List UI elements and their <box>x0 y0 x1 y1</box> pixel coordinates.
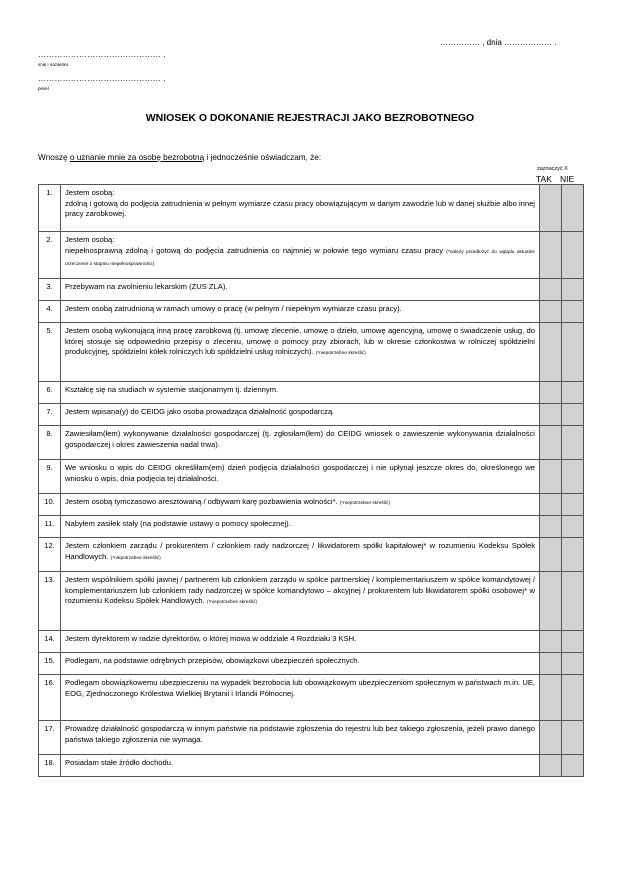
declarations-table <box>38 184 584 777</box>
no-checkbox-cell[interactable] <box>562 755 584 777</box>
declaration-text-cell <box>61 185 540 232</box>
row-number: 4. <box>39 301 61 323</box>
declaration-row <box>39 301 584 323</box>
mark-hint: zaznaczyć X <box>537 166 568 172</box>
pesel-caption: pesel <box>38 86 49 91</box>
declaration-row <box>39 494 584 516</box>
yes-checkbox-cell[interactable] <box>540 538 562 572</box>
yes-checkbox-cell[interactable] <box>540 460 562 494</box>
row-number: 7. <box>39 404 61 426</box>
no-checkbox-cell[interactable] <box>562 653 584 675</box>
yes-column-header: TAK <box>536 174 552 184</box>
row-number: 9. <box>39 460 61 494</box>
declaration-text-cell <box>61 572 540 631</box>
row-number: 8. <box>39 426 61 460</box>
no-checkbox-cell[interactable] <box>562 631 584 653</box>
row-number: 15. <box>39 653 61 675</box>
declaration-text-cell <box>61 494 540 516</box>
declaration-text: Jestem osobą: <box>65 235 115 244</box>
no-checkbox-cell[interactable] <box>562 460 584 494</box>
declaration-text: Zawiesiłam(łem) wykonywanie działalności gospodarczej (tj. zgłosiłam(łem) do CEIDG wniosek o zawieszenie wykonywania działalności gospodarczej i okres zawieszenia nadal trwa). <box>65 429 535 449</box>
declaration-text: Jestem osobą wykonującą inną pracę zarobkową (tj. umowę zlecenie, umowę o dzieło, umowę agencyjną, umowę o świadczenie usług, do której stosuje się odpowiednio przepisy o zleceniu, umowę o pomocy przy zbiorach, lub w okresie członkostwa w rolniczej spółdzielni produkcyjnej, spółdzielni kółek rolniczych lub spółdzielni usług rolniczych). <box>65 326 535 357</box>
declaration-row <box>39 631 584 653</box>
no-checkbox-cell[interactable] <box>562 721 584 755</box>
declaration-row <box>39 232 584 279</box>
yes-checkbox-cell[interactable] <box>540 653 562 675</box>
declaration-text-cell <box>61 382 540 404</box>
declarations-body <box>39 185 584 777</box>
row-number: 13. <box>39 572 61 631</box>
declaration-note: (*niepotrzebne skreślić) <box>206 600 257 606</box>
name-field[interactable]: ……………………………………… . <box>38 50 166 59</box>
declaration-text: Jestem członkiem zarządu / prokurentem / członkiem rady nadzorczej / likwidatorem spółki kapitałowej* w rozumieniu Kodeksu Spółek Handlowych. <box>65 541 535 561</box>
declaration-note: (*należy przedłożyć do wglądu aktualne orzeczenie o stopniu niepełnosprawności). <box>65 249 535 268</box>
row-number: 10. <box>39 494 61 516</box>
no-checkbox-cell[interactable] <box>562 301 584 323</box>
no-checkbox-cell[interactable] <box>562 382 584 404</box>
declaration-text: Podlegam obowiązkowemu ubezpieczeniu na wypadek bezrobocia lub obowiązkowym ubezpieczeniom społecznym w państwach m.in. UE, EOG, Zjednoczonego Królestwa Wielkiej Brytanii i Irlandii Północnej. <box>65 678 535 698</box>
place-date-line[interactable]: …………… , dnia ……………… . <box>440 38 557 47</box>
intro-before: Wnoszę <box>38 153 70 162</box>
yes-checkbox-cell[interactable] <box>540 516 562 538</box>
declaration-text: We wniosku o wpis do CEIDG określiłam(em) dzień podjęcia działalności gospodarczej i nie upłynął jeszcze okres do, określonego we wniosku o wpis, dnia podjęcia tej działalności. <box>65 463 535 483</box>
declaration-text-cell <box>61 232 540 279</box>
declaration-row <box>39 279 584 301</box>
yes-checkbox-cell[interactable] <box>540 404 562 426</box>
declaration-text-cell <box>61 721 540 755</box>
yes-checkbox-cell[interactable] <box>540 721 562 755</box>
declaration-text-cell <box>61 653 540 675</box>
row-number: 17. <box>39 721 61 755</box>
intro-text <box>38 153 321 162</box>
declaration-row <box>39 460 584 494</box>
declaration-row <box>39 323 584 382</box>
yes-checkbox-cell[interactable] <box>540 232 562 279</box>
no-column-header: NIE <box>560 174 575 184</box>
row-number: 1. <box>39 185 61 232</box>
declaration-text: Kształcę się na studiach w systemie stacjonarnym tj. dziennym. <box>65 385 279 394</box>
no-checkbox-cell[interactable] <box>562 494 584 516</box>
declaration-row <box>39 572 584 631</box>
declaration-row <box>39 516 584 538</box>
declaration-text: Jestem wpisana(y) do CEIDG jako osoba prowadząca działalność gospodarczą. <box>65 407 335 416</box>
intro-after: i jednocześnie oświadczam, że: <box>204 153 322 162</box>
declaration-text: niepełnosprawną zdolną i gotową do podjęcia zatrudnienia co najmniej w połowie tego wymiaru czasu pracy <box>65 245 444 255</box>
row-number: 14. <box>39 631 61 653</box>
declaration-row <box>39 185 584 232</box>
yes-checkbox-cell[interactable] <box>540 631 562 653</box>
declaration-text: Posiadam stałe źródło dochodu. <box>65 758 174 767</box>
no-checkbox-cell[interactable] <box>562 572 584 631</box>
declaration-text: Jestem osobą zatrudnioną w ramach umowy o pracę (w pełnym / niepełnym wymiarze czasu pracy). <box>65 304 402 313</box>
declaration-row <box>39 538 584 572</box>
declaration-text-cell <box>61 460 540 494</box>
declaration-text: Nabyłem zasiłek stały (na podstawie ustawy o pomocy społecznej). <box>65 519 291 528</box>
declaration-text: zdolną i gotową do podjęcia zatrudnienia w pełnym wymiarze czasu pracy obowiązującym w danym zawodzie lub w danej służbie albo innej pracy zarobkowej. <box>65 198 535 219</box>
yes-checkbox-cell[interactable] <box>540 382 562 404</box>
yes-checkbox-cell[interactable] <box>540 323 562 382</box>
row-number: 18. <box>39 755 61 777</box>
declaration-row <box>39 653 584 675</box>
row-number: 2. <box>39 232 61 279</box>
yes-checkbox-cell[interactable] <box>540 494 562 516</box>
declaration-text: Przebywam na zwolnieniu lekarskim (ZUS ZLA). <box>65 282 228 291</box>
declaration-text-cell <box>61 404 540 426</box>
declaration-text-cell <box>61 516 540 538</box>
document-title: WNIOSEK O DOKONANIE REJESTRACJI JAKO BEZROBOTNEGO <box>145 112 475 124</box>
no-checkbox-cell[interactable] <box>562 538 584 572</box>
no-checkbox-cell[interactable] <box>562 404 584 426</box>
yes-checkbox-cell[interactable] <box>540 426 562 460</box>
row-number: 3. <box>39 279 61 301</box>
row-number: 16. <box>39 675 61 721</box>
declaration-text: Podlegam, na podstawie odrębnych przepisów, obowiązkowi ubezpieczeń społecznych. <box>65 656 360 665</box>
row-number: 5. <box>39 323 61 382</box>
declaration-note: (*niepotrzebne skreślić) <box>315 351 366 357</box>
no-checkbox-cell[interactable] <box>562 323 584 382</box>
yes-checkbox-cell[interactable] <box>540 185 562 232</box>
row-number: 6. <box>39 382 61 404</box>
declaration-text-cell <box>61 279 540 301</box>
no-checkbox-cell[interactable] <box>562 675 584 721</box>
yes-checkbox-cell[interactable] <box>540 675 562 721</box>
declaration-text: Jestem osobą: <box>65 188 115 197</box>
declaration-row <box>39 404 584 426</box>
no-checkbox-cell[interactable] <box>562 279 584 301</box>
no-checkbox-cell[interactable] <box>562 232 584 279</box>
declaration-text-cell <box>61 426 540 460</box>
yes-checkbox-cell[interactable] <box>540 301 562 323</box>
declaration-note: (*niepotrzebne skreślić) <box>339 501 390 506</box>
declaration-text: Jestem dyrektorem w radzie dyrektorów, o której mowa w oddziale 4 Rozdziału 3 KSH. <box>65 634 357 643</box>
declaration-row <box>39 426 584 460</box>
declaration-text: Jestem wspólnikiem spółki jawnej / partnerem lub członkiem zarządu w spółce partnerskiej / komplementariuszem w spółce komandytowej / komplementariuszem lub członkiem rady nadzorczej w spółce komandytowo – akcyjnej / prokurentem lub likwidatorem spółki osobowej* w rozumieniu Kodeksu Spółek Handlowych. <box>65 575 535 606</box>
yes-checkbox-cell[interactable] <box>540 755 562 777</box>
declaration-text-cell <box>61 755 540 777</box>
yes-checkbox-cell[interactable] <box>540 279 562 301</box>
no-checkbox-cell[interactable] <box>562 516 584 538</box>
pesel-field[interactable]: ……………………………………… . <box>38 74 166 83</box>
no-checkbox-cell[interactable] <box>562 426 584 460</box>
declaration-note: (*niepotrzebne skreślić) <box>110 555 161 561</box>
yes-checkbox-cell[interactable] <box>540 572 562 631</box>
declaration-text: Jestem osobą tymczasowo aresztowaną / odbywam karę pozbawienia wolności*. <box>65 497 338 506</box>
row-number: 12. <box>39 538 61 572</box>
declaration-row <box>39 755 584 777</box>
declaration-text-cell <box>61 631 540 653</box>
column-headers <box>536 174 586 184</box>
declaration-row <box>39 675 584 721</box>
declaration-text: Prowadzę działalność gospodarczą w innym państwie na podstawie zgłoszenia do rejestru lub bez takiego zgłoszenia, jeżeli prawo danego państwa takiego zgłoszenia nie wymaga. <box>65 724 535 744</box>
no-checkbox-cell[interactable] <box>562 185 584 232</box>
declaration-text-cell <box>61 538 540 572</box>
declaration-text-cell <box>61 301 540 323</box>
declaration-row <box>39 721 584 755</box>
declaration-text-cell <box>61 675 540 721</box>
name-caption: imię i nazwisko <box>38 62 69 67</box>
declaration-row <box>39 382 584 404</box>
declaration-text-cell <box>61 323 540 382</box>
intro-underlined: o uznanie mnie za osobę bezrobotną <box>69 153 205 162</box>
row-number: 11. <box>39 516 61 538</box>
